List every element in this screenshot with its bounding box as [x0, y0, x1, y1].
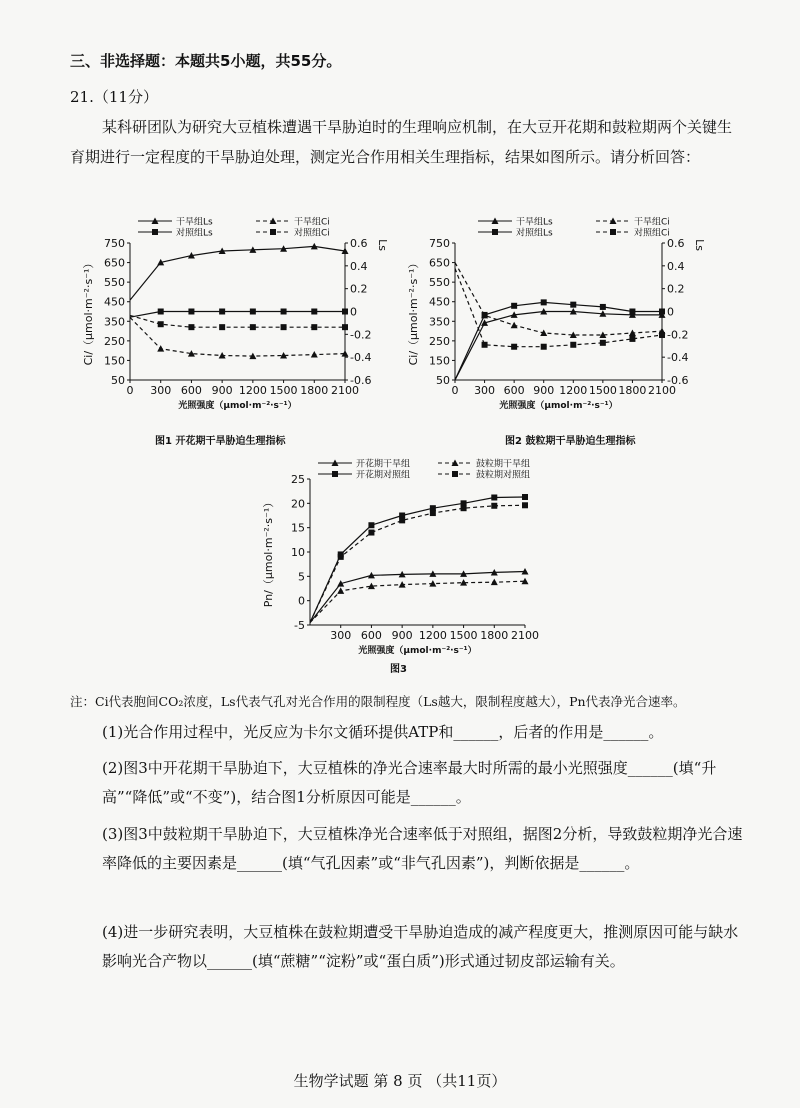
- x-tick-label: 0: [126, 384, 134, 397]
- y-tick-label: 10: [291, 546, 305, 559]
- legend-label: 开花期对照组: [356, 470, 411, 481]
- section-title: 三、非选择题：本题共5小题，共55分。: [70, 52, 342, 70]
- x-tick-label: 1800: [618, 384, 647, 397]
- y-tick-label: 50: [436, 374, 450, 387]
- question-1: (1)光合作用过程中，光反应为卡尔文循环提供ATP和______，后者的作用是______。: [102, 723, 664, 741]
- legend-label: 鼓粒期对照组: [476, 470, 531, 481]
- x-tick-label: 900: [211, 384, 233, 397]
- data-point: [629, 336, 635, 342]
- data-point: [368, 522, 374, 528]
- y-axis-title: Ci/（μmol·m⁻²·s⁻¹）: [407, 257, 420, 366]
- figure-1-caption: 图1 开花期干旱胁迫生理指标: [155, 436, 286, 447]
- data-point: [541, 344, 547, 350]
- y-tick-label: 750: [429, 237, 450, 250]
- y2-tick-label: -0.6: [667, 374, 689, 387]
- y-tick-label: 20: [291, 497, 305, 511]
- data-point: [219, 324, 225, 330]
- x-tick-label: 1800: [300, 384, 329, 397]
- legend-label: 对照组Ci: [294, 228, 330, 239]
- figure-2-caption: 图2 鼓粒期干旱胁迫生理指标: [505, 436, 636, 447]
- x-axis-title: 光照强度（μmol·m⁻²·s⁻¹）: [178, 401, 297, 411]
- data-point: [491, 494, 497, 500]
- x-tick-label: 2100: [511, 629, 539, 642]
- data-point: [158, 321, 164, 327]
- x-tick-label: 1200: [418, 629, 447, 642]
- y-tick-label: 150: [429, 354, 450, 368]
- y-tick-label: 50: [111, 374, 125, 387]
- data-point: [461, 505, 467, 511]
- question-4: (4)进一步研究表明，大豆植株在鼓粒期遭受干旱胁迫造成的减产程度更大，推测原因可能与缺水影响光合产物以______(填“蔗糖”“淀粉”或“蛋白质”)形式通过韧皮部运输有关。: [102, 923, 739, 970]
- y-tick-label: 250: [429, 334, 450, 348]
- data-point: [158, 309, 164, 315]
- x-tick-label: 1500: [269, 384, 298, 397]
- y-tick-label: 150: [104, 354, 125, 368]
- question-2: (2)图3中开花期干旱胁迫下，大豆植株的净光合速率最大时所需的最小光照强度______(填“升高”“降低”或“不变”)，结合图1分析原因可能是______。: [102, 759, 717, 806]
- x-tick-label: 300: [330, 629, 352, 642]
- x-tick-label: 2100: [648, 384, 676, 397]
- figure-2-chart: [400, 205, 740, 445]
- x-tick-label: 1200: [238, 384, 267, 397]
- data-point: [338, 554, 344, 560]
- x-axis-title: 光照强度（μmol·m⁻²·s⁻¹）: [499, 401, 618, 411]
- y2-tick-label: 0.4: [350, 259, 368, 273]
- y2-tick-label: 0.6: [350, 237, 368, 250]
- y-axis-title: Pn/（μmol·m⁻²·s⁻¹）: [262, 496, 275, 608]
- x-tick-label: 300: [150, 384, 172, 397]
- y2-tick-label: 0.6: [667, 237, 685, 250]
- y2-tick-label: 0.2: [667, 282, 685, 296]
- legend-label: 干旱组Ci: [634, 217, 670, 228]
- y2-tick-label: 0: [350, 305, 357, 319]
- data-point: [600, 304, 606, 310]
- data-point: [250, 324, 256, 330]
- data-point: [311, 309, 317, 315]
- x-tick-label: 1800: [480, 629, 509, 642]
- legend-marker: [270, 229, 276, 235]
- data-point: [570, 302, 576, 308]
- data-point: [368, 530, 374, 536]
- series-line-1: [130, 246, 345, 300]
- y-tick-label: 250: [104, 334, 125, 348]
- data-point: [219, 309, 225, 315]
- data-point: [281, 324, 287, 330]
- y-tick-label: 350: [429, 315, 450, 329]
- figure-1-chart: [60, 205, 400, 445]
- y-tick-label: 25: [291, 473, 305, 486]
- series-line-2: [310, 581, 525, 622]
- y2-tick-label: -0.6: [350, 374, 372, 387]
- y2-tick-label: -0.2: [350, 328, 372, 342]
- data-point: [511, 303, 517, 309]
- data-point: [311, 351, 318, 358]
- x-tick-label: 600: [503, 384, 525, 397]
- y-tick-label: 550: [104, 276, 125, 290]
- data-point: [157, 345, 164, 352]
- y-tick-label: 450: [429, 295, 450, 309]
- intro-paragraph: 某科研团队为研究大豆植株遭遇干旱胁迫时的生理响应机制，在大豆开花期和鼓粒期两个关键生育期进行一定程度的干旱胁迫处理，测定光合作用相关生理指标，结果如图所示。请分析回答：: [70, 118, 733, 166]
- series-line-1: [310, 572, 525, 623]
- data-point: [570, 342, 576, 348]
- data-point: [337, 587, 344, 594]
- question-number: 21.（11分）: [70, 88, 158, 106]
- legend-label: 干旱组Ls: [176, 217, 213, 228]
- y-tick-label: 15: [291, 521, 305, 535]
- y-tick-label: 5: [298, 570, 305, 584]
- data-point: [541, 299, 547, 305]
- data-point: [482, 342, 488, 348]
- y2-axis-title: Ls: [693, 239, 706, 251]
- legend-label: 干旱组Ls: [516, 217, 553, 228]
- data-point: [342, 324, 348, 330]
- y-tick-label: -5: [294, 619, 305, 632]
- series-line-4: [310, 505, 525, 622]
- y-tick-label: 650: [104, 256, 125, 270]
- x-axis-title: 光照强度（μmol·m⁻²·s⁻¹）: [358, 646, 477, 656]
- y2-tick-label: -0.2: [667, 328, 689, 342]
- y2-tick-label: 0.2: [350, 282, 368, 296]
- data-point: [511, 344, 517, 350]
- legend-label: 对照组Ci: [634, 228, 670, 239]
- legend-label: 鼓粒期干旱组: [476, 459, 531, 470]
- y-tick-label: 750: [104, 237, 125, 250]
- page-footer: 生物学试题 第 8 页 （共11页）: [293, 1072, 507, 1090]
- figure-3-chart: [262, 455, 570, 656]
- legend-marker: [452, 471, 458, 477]
- x-tick-label: 600: [180, 384, 202, 397]
- data-point: [281, 309, 287, 315]
- x-tick-label: 1200: [559, 384, 588, 397]
- y2-tick-label: 0.4: [667, 259, 685, 273]
- data-point: [491, 579, 498, 586]
- data-point: [491, 503, 497, 509]
- legend-label: 对照组Ls: [176, 228, 213, 239]
- y-tick-label: 650: [429, 256, 450, 270]
- x-tick-label: 900: [391, 629, 413, 642]
- legend-label: 开花期干旱组: [356, 459, 411, 470]
- data-point: [511, 322, 518, 329]
- data-point: [522, 494, 528, 500]
- y2-tick-label: 0: [667, 305, 674, 319]
- data-point: [659, 309, 665, 315]
- data-point: [250, 309, 256, 315]
- data-point: [342, 309, 348, 315]
- question-3: (3)图3中鼓粒期干旱胁迫下，大豆植株净光合速率低于对照组，据图2分析，导致鼓粒期净光合速率降低的主要因素是______(填“气孔因素”或“非气孔因素”)，判断依据是______。: [102, 825, 743, 872]
- y-tick-label: 350: [104, 315, 125, 329]
- x-tick-label: 0: [451, 384, 459, 397]
- figure-note: 注：Ci代表胞间CO₂浓度，Ls代表气孔对光合作用的限制程度（Ls越大，限制程度越大），Pn代表净光合速率。: [70, 694, 686, 709]
- y2-tick-label: -0.4: [667, 351, 689, 365]
- data-point: [659, 332, 665, 338]
- x-tick-label: 1500: [588, 384, 617, 397]
- x-tick-label: 900: [533, 384, 555, 397]
- data-point: [522, 502, 528, 508]
- data-point: [600, 340, 606, 346]
- legend-label: 干旱组Ci: [294, 217, 330, 228]
- y-axis-title: Ci/（μmol·m⁻²·s⁻¹）: [82, 257, 95, 366]
- legend-marker: [492, 229, 498, 235]
- data-point: [311, 324, 317, 330]
- data-point: [430, 510, 436, 516]
- y2-tick-label: -0.4: [350, 351, 372, 365]
- figure-3-caption: 图3: [390, 664, 407, 675]
- x-tick-label: 2100: [331, 384, 359, 397]
- y-tick-label: 550: [429, 276, 450, 290]
- x-tick-label: 300: [474, 384, 496, 397]
- x-tick-label: 1500: [449, 629, 478, 642]
- x-tick-label: 600: [360, 629, 382, 642]
- data-point: [629, 309, 635, 315]
- data-point: [399, 517, 405, 523]
- legend-marker: [152, 229, 158, 235]
- legend-marker: [610, 229, 616, 235]
- y2-axis-title: Ls: [376, 239, 389, 251]
- legend-marker: [332, 471, 338, 477]
- data-point: [188, 309, 194, 315]
- y-tick-label: 0: [298, 594, 305, 608]
- data-point: [482, 312, 488, 318]
- data-point: [188, 324, 194, 330]
- y-tick-label: 450: [104, 295, 125, 309]
- legend-label: 对照组Ls: [516, 228, 553, 239]
